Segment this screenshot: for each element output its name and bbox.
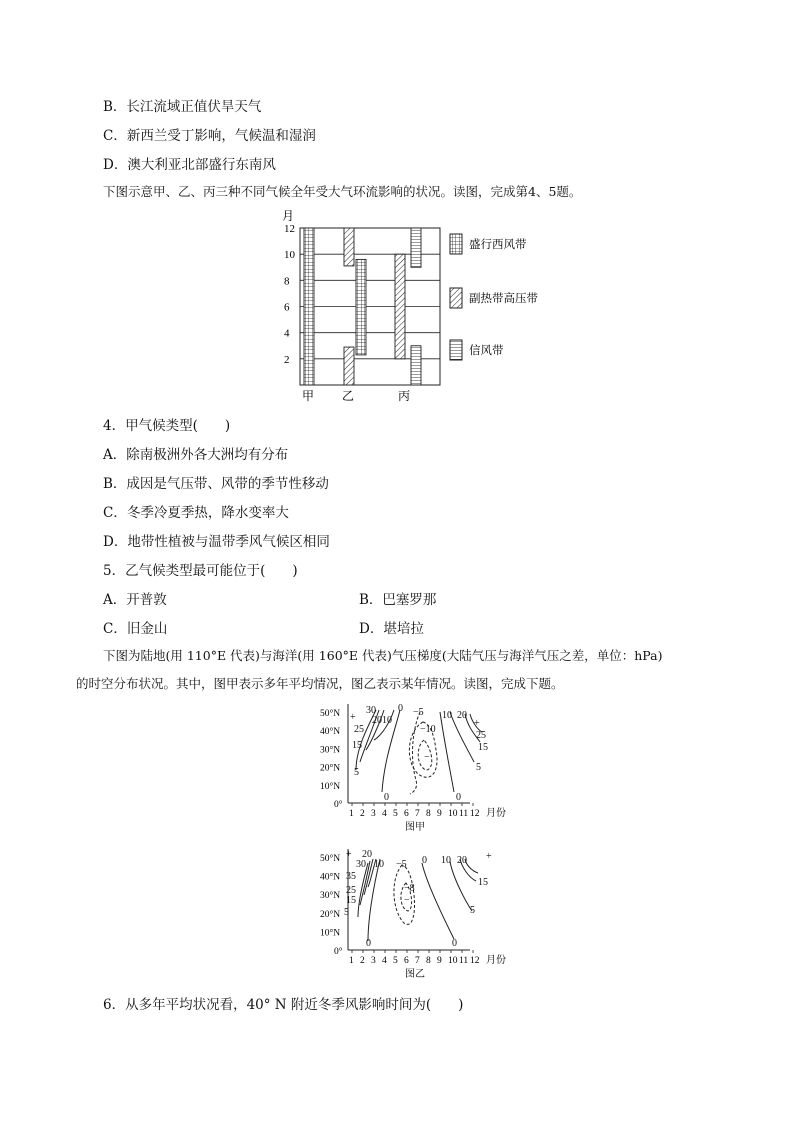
month-label: 5 <box>393 809 398 819</box>
latitude-labels-yi <box>320 853 343 957</box>
q4-option-d: D．地带性植被与温带季风气候区相同 <box>103 534 330 550</box>
month-label: 1 <box>349 956 354 966</box>
option-c-top: C．新西兰受丁影响，气候温和湿润 <box>103 128 316 144</box>
y-tick-label: 6 <box>284 301 290 314</box>
svg-text:−: − <box>424 752 430 763</box>
svg-text:+: + <box>346 849 352 860</box>
intro-paragraph-2-line-1: 下图为陆地(用 110°E 代表)与海洋(用 160°E 代表)气压梯度(大陆气压与海洋气压之差，单位：hPa) <box>103 648 663 663</box>
month-label: 2 <box>360 956 365 966</box>
caption-yi: 图乙 <box>405 969 425 980</box>
contour-map-jia <box>300 700 515 835</box>
svg-text:5: 5 <box>344 907 349 918</box>
latitude-label: 50°N <box>320 709 341 719</box>
svg-text:−10: −10 <box>420 724 436 735</box>
month-label: 10 <box>448 809 458 819</box>
svg-text:0: 0 <box>422 855 427 866</box>
svg-text:25: 25 <box>346 885 356 896</box>
month-label: 9 <box>437 809 442 819</box>
svg-text:0: 0 <box>456 792 461 803</box>
svg-text:0: 0 <box>366 938 371 949</box>
month-ticks-jia <box>349 803 480 819</box>
latitude-label: 30°N <box>320 891 341 902</box>
y-tick-labels <box>284 223 296 366</box>
svg-text:−5: −5 <box>413 707 424 718</box>
q4-option-a: A．除南极洲外各大洲均有分布 <box>103 447 289 463</box>
x-label-yi: 乙 <box>342 389 355 402</box>
month-label: 7 <box>415 809 420 819</box>
legend-swatch-westerlies <box>450 234 462 254</box>
caption-jia: 图甲 <box>405 822 425 833</box>
q5-option-b: B．巴塞罗那 <box>359 592 437 608</box>
y-tick-label: 8 <box>284 275 290 288</box>
legend-subtropical-high: 副热带高压带 <box>469 293 538 305</box>
svg-text:−5: −5 <box>396 859 407 870</box>
month-label: 10 <box>448 956 458 966</box>
svg-text:20: 20 <box>362 849 372 860</box>
q4-option-c: C．冬季冷夏季热，降水变率大 <box>103 505 289 521</box>
month-label: 1 <box>349 809 354 819</box>
y-tick-label: 12 <box>284 223 295 235</box>
svg-text:10: 10 <box>442 710 452 721</box>
latitude-label: 40°N <box>320 727 341 738</box>
option-d-top: D．澳大利亚北部盛行东南风 <box>103 157 276 173</box>
circulation-chart <box>270 206 560 402</box>
bar-segment <box>344 347 354 385</box>
q5-option-c: C．旧金山 <box>103 621 168 637</box>
svg-text:15: 15 <box>352 740 362 751</box>
latitude-label: 30°N <box>320 745 341 756</box>
svg-text:5: 5 <box>354 767 359 778</box>
month-unit-yi: 月份 <box>486 955 506 966</box>
svg-text:+: + <box>474 718 480 729</box>
bar-segment <box>411 346 421 385</box>
q4-stem: 4．甲气候类型( ) <box>103 418 231 434</box>
svg-text:10: 10 <box>441 855 451 866</box>
svg-text:5: 5 <box>470 905 475 916</box>
svg-text:30: 30 <box>356 859 366 870</box>
contour-map-yi <box>300 845 515 985</box>
svg-text:15: 15 <box>478 742 488 753</box>
month-label: 3 <box>371 956 376 966</box>
q5-option-d: D．堪培拉 <box>359 621 424 637</box>
intro-paragraph-1: 下图示意甲、乙、丙三种不同气候全年受大气环流影响的状况。读图，完成第4、5题。 <box>103 184 582 199</box>
bar-segment <box>395 254 405 359</box>
q5-option-a: A．开普敦 <box>103 592 167 608</box>
latitude-label: 0° <box>334 947 343 957</box>
month-label: 2 <box>360 809 365 819</box>
month-label: 8 <box>426 809 431 819</box>
contour-labels-jia <box>350 703 488 803</box>
intro-paragraph-2-line-2: 的时空分布状况。其中，图甲表示多年平均情况，图乙表示某年情况。读图，完成下题。 <box>76 676 564 691</box>
legend-trade-winds: 信风带 <box>469 345 504 357</box>
svg-text:+: + <box>486 851 492 862</box>
legend-westerlies: 盛行西风带 <box>469 239 527 251</box>
svg-text:20: 20 <box>457 710 467 721</box>
month-label: 9 <box>437 956 442 966</box>
month-label: 5 <box>393 956 398 966</box>
svg-text:30: 30 <box>366 705 376 716</box>
legend-swatch-subtropical-high <box>450 288 462 308</box>
month-label: 4 <box>382 809 387 819</box>
q4-option-b: B．成因是气压带、风带的季节性移动 <box>103 476 329 492</box>
month-label: 11 <box>459 956 469 966</box>
svg-text:25: 25 <box>476 730 486 741</box>
svg-text:2010: 2010 <box>372 715 392 726</box>
svg-text:0: 0 <box>452 938 457 949</box>
month-label: 8 <box>426 956 431 966</box>
bar-segment <box>304 228 314 385</box>
svg-text:35: 35 <box>346 871 356 882</box>
svg-text:0: 0 <box>398 703 403 714</box>
latitude-label: 10°N <box>320 781 341 792</box>
latitude-label: 20°N <box>320 909 341 920</box>
svg-text:+: + <box>350 712 356 723</box>
latitude-label: 50°N <box>320 854 341 864</box>
svg-text:−: − <box>404 895 410 906</box>
svg-text:20: 20 <box>457 855 467 866</box>
bar-segment <box>411 228 421 267</box>
latitude-label: 0° <box>334 800 343 810</box>
svg-text:10: 10 <box>374 859 384 870</box>
latitude-label: 10°N <box>320 928 341 939</box>
q5-stem: 5．乙气候类型最可能位于( ) <box>103 563 298 579</box>
q6-stem: 6．从多年平均状况看，40° N 附近冬季风影响时间为( ) <box>103 997 464 1013</box>
latitude-labels-jia <box>320 708 343 810</box>
latitude-label: 40°N <box>320 872 341 883</box>
contours-yi <box>358 859 478 941</box>
bar-segment <box>344 228 354 266</box>
svg-text:5: 5 <box>476 762 481 773</box>
svg-text:25: 25 <box>354 724 364 735</box>
option-b-top: B．长江流域正值伏旱天气 <box>103 99 262 115</box>
latitude-label: 20°N <box>320 763 341 774</box>
month-unit-jia: 月份 <box>486 808 506 819</box>
y-tick-label: 2 <box>284 353 290 366</box>
month-label: 6 <box>404 809 409 819</box>
y-tick-label: 4 <box>284 327 290 340</box>
month-label: 12 <box>470 809 480 819</box>
svg-text:−8: −8 <box>404 883 415 894</box>
month-label: 4 <box>382 956 387 966</box>
month-label: 11 <box>459 809 469 819</box>
x-label-jia: 甲 <box>302 389 315 402</box>
month-label: 3 <box>371 809 376 819</box>
y-axis-title: 月 <box>282 209 295 223</box>
svg-text:0: 0 <box>384 792 389 803</box>
y-tick-label: 10 <box>284 249 295 262</box>
month-label: 6 <box>404 956 409 966</box>
legend-swatch-trade-winds <box>450 340 462 360</box>
month-label: 7 <box>415 956 420 966</box>
month-ticks-yi <box>349 950 480 966</box>
bar-segment <box>356 259 366 355</box>
svg-text:15: 15 <box>478 877 488 888</box>
contour-labels-yi <box>344 849 492 949</box>
x-label-bing: 丙 <box>398 389 411 402</box>
month-label: 12 <box>470 956 480 966</box>
svg-text:15: 15 <box>346 895 356 906</box>
